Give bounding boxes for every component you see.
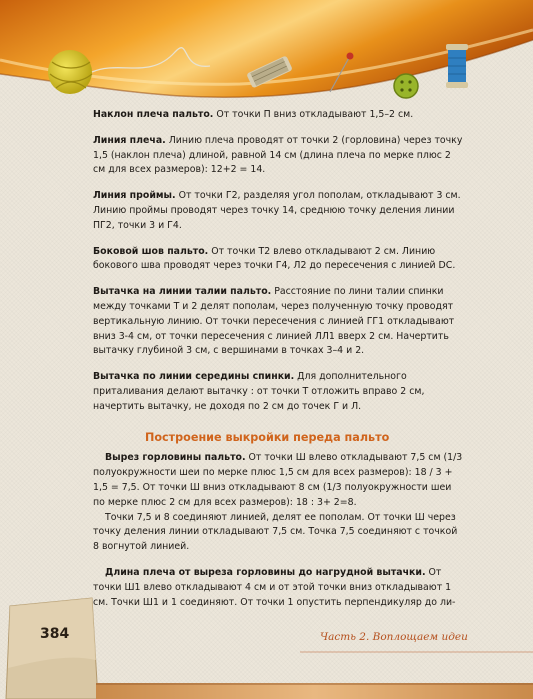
page-body (93, 108, 466, 621)
paragraph-neckline-points: Точки 7,5 и 8 соединяют линией, делят ее пополам. От точки Ш через точку деления линии откладывают 7,5 см. Точка 7,5 соединяют с точкой 8 вогнутой линией. (93, 511, 458, 553)
paragraph-back-center-dart: Вытачка по линии середины спинки. Для дополнительного приталивания делают вытачку : от точки Т отложить вправо 2 см, начертить вытачку, не доходя по 2 см до точек Г и Л. (93, 371, 425, 412)
paragraph-shoulder-length: Длина плеча от выреза горловины до нагрудной вытачки. От точки Ш1 влево откладывают 4 см и от этой точки вниз откладывают 1 см. Точки Ш1 и 1 соединяют. От точки 1 опустить перпендикуляр до ли- (93, 566, 456, 608)
chapter-title: Часть 2. Воплощаем идеи (320, 631, 468, 643)
paragraph-shoulder-slope: Наклон плеча пальто. От точки П вниз откладывают 1,5–2 см. (93, 109, 414, 120)
paragraph-armhole-line: Линия проймы. От точки Г2, разделяя угол пополам, откладывают 3 см. Линию проймы проводят через точку 14, среднюю точку деления линии ПГ2, точки 3 и Г4. (93, 190, 461, 231)
page-number: 384 (40, 626, 70, 642)
blue-spool-icon (446, 44, 468, 88)
paragraph-shoulder-line: Линия плеча. Линию плеча проводят от точки 2 (горловина) через точку 1,5 (наклон плеча) длиной, равной 14 см (длина плеча по мерке плюс 2 см для всех размеров): 12+2 = 14. (93, 134, 463, 176)
paragraph-neckline: Вырез горловины пальто. От точки Ш влево откладывают 7,5 см (1/3 полуокружности шеи по мерке плюс 1,5 см для всех размеров): 18 / 3 + 1,5 = 7,5. От точки Ш вниз откладывают 8 см (1/3 полуокружности шеи по мерке плюс 2 см для всех размеров): 18 : 3+ 2=8. (93, 452, 463, 508)
measuring-tape (96, 683, 533, 699)
paragraph-side-seam: Боковой шов пальто. От точки Т2 влево откладывают 2 см. Линию бокового шва проводят через точки Г4, Л2 до пересечения с линией DC. (93, 245, 456, 272)
yarn-ball-icon (48, 50, 92, 94)
paragraph-waist-dart: Вытачка на линии талии пальто. Расстояние по лини талии спинки между точками Т и 2 делят пополам, через полученную точку проводят вертикальную линию. От точки пересечения с линией ГГ1 откладывают вниз 3-4 см, от точки пересечения с линией ЛЛ1 вверх 2 см. Начертить вытачку глубиной 3 см, с вершинами в точках 3–4 и 2. (93, 286, 455, 357)
button-icon (394, 74, 418, 98)
section-heading: Построение выкройки переда пальто (145, 430, 390, 444)
